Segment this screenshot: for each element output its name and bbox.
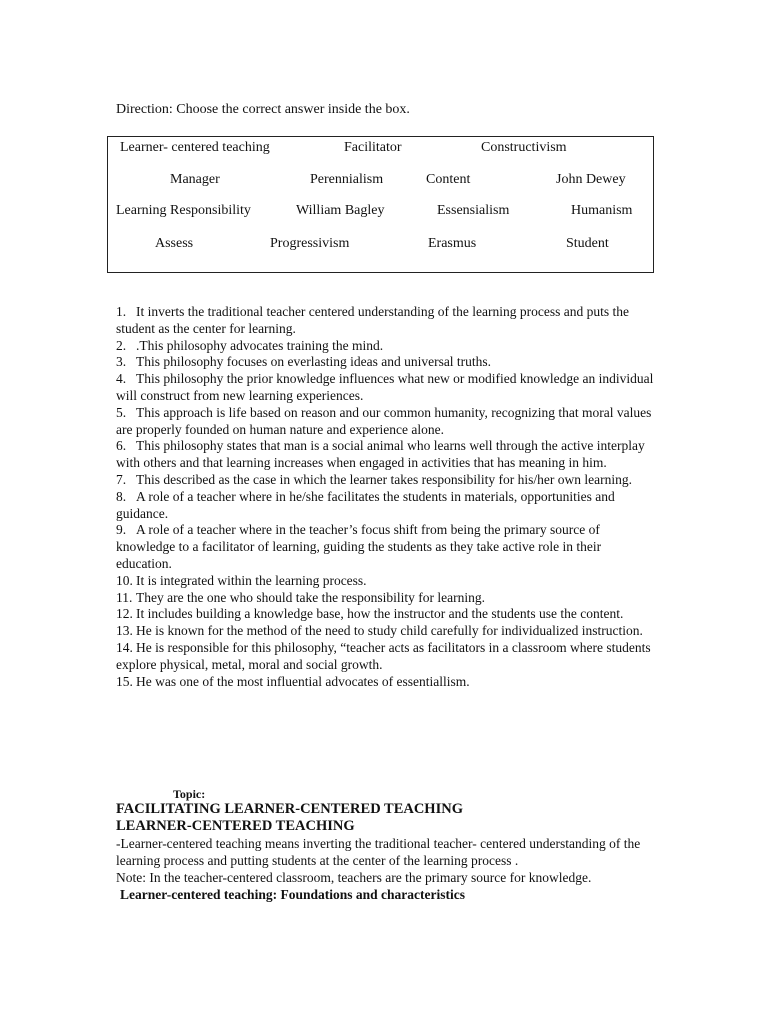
question-item: 13. He is known for the method of the need to study child carefully for individualized instruction. bbox=[116, 623, 643, 639]
heading-facilitating: FACILITATING LEARNER-CENTERED TEACHING bbox=[116, 801, 463, 817]
topic-label: Topic: bbox=[173, 787, 206, 801]
paragraph-note: Note: In the teacher-centered classroom, teachers are the primary source for knowledge. bbox=[116, 870, 592, 885]
question-item: 6. This philosophy states that man is a social animal who learns well through the active interplay with others and that learning increases when engaged in activities that has meaning in him. bbox=[116, 438, 645, 471]
word-student: Student bbox=[566, 236, 609, 251]
topic-section bbox=[116, 801, 656, 903]
question-item: 1. It inverts the traditional teacher centered understanding of the learning process and puts the student as the center for learning. bbox=[116, 304, 629, 336]
question-item: 2. .This philosophy advocates training the mind. bbox=[116, 337, 384, 353]
question-item: 8. A role of a teacher where in he/she facilitates the students in materials, opportunities and guidance. bbox=[116, 488, 615, 521]
word-erasmus: Erasmus bbox=[428, 236, 477, 251]
paragraph-definition: -Learner-centered teaching means inverting the traditional teacher- centered understanding of the learning process and putting students at the center of the learning process . bbox=[116, 836, 641, 868]
question-item: 3. This philosophy focuses on everlasting ideas and universal truths. bbox=[116, 354, 492, 370]
direction-text: Direction: Choose the correct answer inside the box. bbox=[116, 102, 410, 117]
subheading-foundations: Learner-centered teaching: Foundations and characteristics bbox=[120, 887, 465, 902]
question-item: 14. He is responsible for this philosophy, “teacher acts as facilitators in a classroom where students explore physical, metal, moral and social growth. bbox=[116, 639, 651, 672]
question-item: 4. This philosophy the prior knowledge influences what new or modified knowledge an individual will construct from new learning experiences. bbox=[116, 371, 654, 403]
heading-learner-centered: LEARNER-CENTERED TEACHING bbox=[116, 818, 355, 834]
word-constructivism: Constructivism bbox=[481, 140, 567, 155]
word-assess: Assess bbox=[155, 236, 194, 251]
word-essensialism: Essensialism bbox=[437, 203, 510, 218]
question-item: 11. They are the one who should take the responsibility for learning. bbox=[116, 589, 486, 605]
word-john-dewey: John Dewey bbox=[556, 172, 626, 187]
word-learner-centered-teaching: Learner- centered teaching bbox=[120, 140, 270, 155]
word-manager: Manager bbox=[170, 172, 220, 187]
question-list bbox=[116, 304, 656, 690]
question-item: 12. It includes building a knowledge base, how the instructor and the students use the content. bbox=[116, 606, 624, 622]
word-william-bagley: William Bagley bbox=[296, 203, 385, 218]
question-item: 7. This described as the case in which the learner takes responsibility for his/her own learning. bbox=[116, 471, 632, 487]
word-content: Content bbox=[426, 172, 471, 187]
word-progressivism: Progressivism bbox=[270, 236, 350, 251]
word-learning-responsibility: Learning Responsibility bbox=[116, 203, 251, 218]
word-humanism: Humanism bbox=[571, 203, 633, 218]
answer-word-box bbox=[107, 136, 654, 273]
question-item: 10. It is integrated within the learning process. bbox=[116, 572, 367, 588]
word-facilitator: Facilitator bbox=[344, 140, 402, 155]
question-item: 5. This approach is life based on reason and our common humanity, recognizing that moral values are properly founded on human nature and experience alone. bbox=[116, 404, 652, 437]
question-item: 15. He was one of the most influential advocates of essentiallism. bbox=[116, 673, 470, 689]
question-item: 9. A role of a teacher where in the teacher’s focus shift from being the primary source of knowledge to a facilitator of learning, guiding the students as they take active role in their education. bbox=[116, 522, 602, 571]
word-perennialism: Perennialism bbox=[310, 172, 384, 187]
